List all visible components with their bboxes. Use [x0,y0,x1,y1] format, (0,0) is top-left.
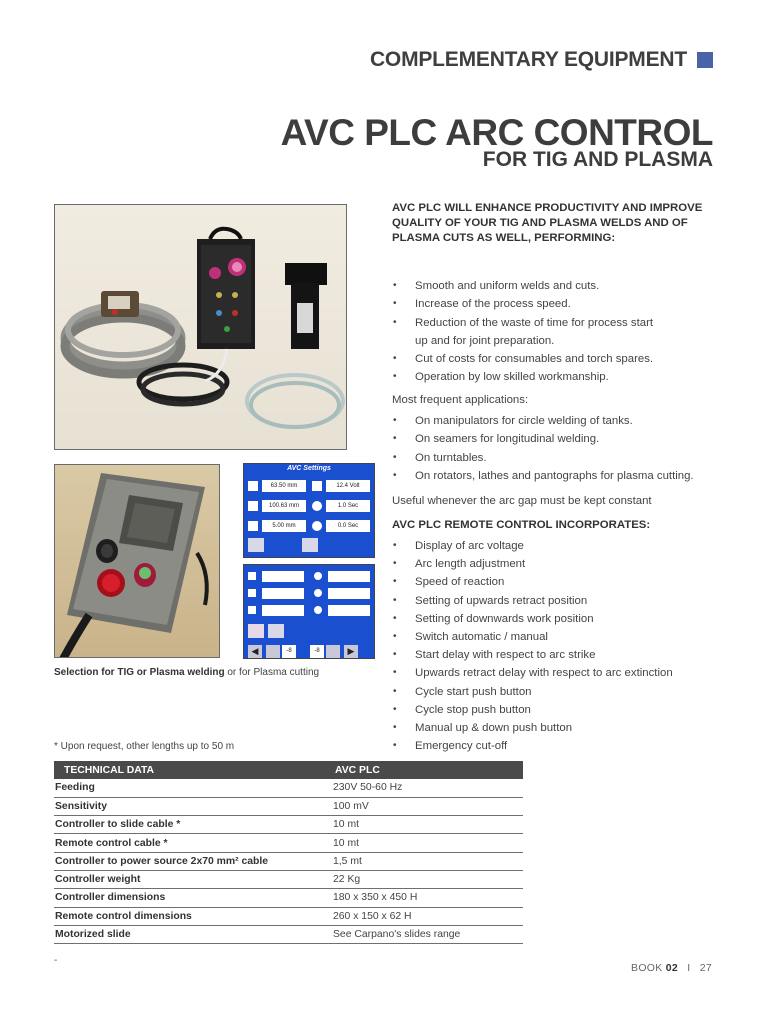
list-item: • Start delay with respect to arc strike [392,646,722,664]
book-label: BOOK [631,962,663,974]
screen-field: 1.0 Sec [326,500,370,512]
footer-dash: - [54,955,58,966]
product-photo [54,204,347,450]
timer-icon [312,501,322,511]
height-icon [248,501,258,511]
screen-field: 0.0 Sec [326,520,370,532]
table-cell-key: Remote control cable * [54,834,331,852]
list-item: • Setting of upwards retract position [392,592,722,610]
height-icon [248,481,258,491]
table-cell-value: 100 mV [331,797,523,815]
table-row [54,907,523,925]
table-row [54,852,523,870]
screen-field: 12.4 Volt [326,480,370,492]
table-row [54,797,523,815]
frequent-applications-title: Most frequent applications: [392,394,529,406]
gauge-icon [314,589,322,597]
list-item: • Reduction of the waste of time for process start [392,314,722,332]
arrow-left-icon[interactable]: ◀ [248,645,262,658]
caption-rest: or for Plasma cutting [224,667,320,678]
product-subtitle: FOR TIG AND PLASMA [482,148,713,171]
screen-field[interactable] [328,571,370,582]
list-item: • Smooth and uniform welds and cuts. [392,277,722,295]
list-item: • Display of arc voltage [392,537,722,555]
benefits-list [392,277,722,387]
mode-button[interactable] [248,624,264,638]
product-title: AVC PLC ARC CONTROL [280,112,713,153]
table-cell-value: 180 x 350 x 450 H [331,889,523,907]
list-item: • Setting of downwards work position [392,610,722,628]
list-item: • Arc length adjustment [392,555,722,573]
table-row [54,870,523,888]
table-row [54,889,523,907]
remote-controller-photo [54,464,220,658]
table-cell-value: 22 Kg [331,870,523,888]
list-item: • Manual up & down push button [392,719,722,737]
caption-bold: Selection for TIG or Plasma welding [54,667,225,678]
screen-field[interactable] [328,588,370,599]
intro-text: AVC PLC WILL ENHANCE PRODUCTIVITY AND IMPROVE QUALITY OF YOUR TIG AND PLASMA WELDS AND OF PLASMA CUTS AS WELL, PERFORMING: [392,202,703,244]
section-header [370,48,713,72]
screen-field[interactable] [262,571,304,582]
list-item: • Cycle start push button [392,683,722,701]
list-item: • Speed of reaction [392,573,722,591]
table-header-row [54,761,523,779]
list-item: • Cut of costs for consumables and torch spares. [392,350,722,368]
technical-data-table [54,761,523,944]
screen-field[interactable] [262,588,304,599]
list-item: • Increase of the process speed. [392,295,722,313]
list-item: • On seamers for longitudinal welding. [392,430,722,448]
table-cell-key: Controller dimensions [54,889,331,907]
remote-control-title: AVC PLC REMOTE CONTROL INCORPORATES: [392,519,651,531]
screen-field[interactable] [262,605,304,616]
screen-field: 63.50 mm [262,480,306,492]
list-item: • Emergency cut-off [392,737,722,755]
table-cell-value: 1,5 mt [331,852,523,870]
page-number: 27 [699,962,712,974]
table-row [54,925,523,943]
table-cell-value: See Carpano's slides range [331,925,523,943]
table-row [54,816,523,834]
table-cell-value: 230V 50-60 Hz [331,779,523,797]
config-button[interactable] [268,624,284,638]
accent-square-icon [697,52,713,68]
table-row [54,834,523,852]
table-cell-key: Sensitivity [54,797,331,815]
voltage-icon [312,481,322,491]
photo-caption [54,666,319,680]
page-footer [631,962,712,974]
table-cell-key: Controller to slide cable * [54,816,331,834]
list-item: • On turntables. [392,449,722,467]
book-number: 02 [665,962,679,974]
minus-button[interactable] [266,645,280,658]
avc-settings-screen [243,463,375,558]
arrow-right-icon[interactable]: ▶ [344,645,358,658]
slider-icon [248,606,256,614]
screen-value: -8 [282,645,296,658]
list-item: • On rotators, lathes and pantographs for plasma cutting. [392,467,722,485]
table-cell-key: Motorized slide [54,925,331,943]
table-cell-key: Controller to power source 2x70 mm² cable [54,852,331,870]
list-item: • Upwards retract delay with respect to arc extinction [392,664,722,682]
table-cell-value: 10 mt [331,834,523,852]
footnote: * Upon request, other lengths up to 50 m [54,741,235,752]
avc-plc-system-illustration [55,205,347,450]
screen-title: AVC Settings [287,465,331,472]
plus-button[interactable] [326,645,340,658]
list-item: • Operation by low skilled workmanship. [392,368,722,386]
torch-button[interactable] [302,538,318,552]
useful-note: Useful whenever the arc gap must be kept constant [392,495,652,507]
section-title: COMPLEMENTARY EQUIPMENT [369,48,687,71]
list-item: • On manipulators for circle welding of tanks. [392,412,722,430]
timer-icon [312,521,322,531]
back-button[interactable] [248,538,264,552]
table-cell-value: 260 x 150 x 62 H [331,907,523,925]
table-row [54,779,523,797]
screen-value: -8 [310,645,324,658]
screen-field: 5.00 mm [262,520,306,532]
table-cell-value: 10 mt [331,816,523,834]
remote-controller-illustration [55,465,220,658]
screen-field[interactable] [328,605,370,616]
list-item: • Cycle stop push button [392,701,722,719]
remote-features-list [392,537,722,755]
table-cell-key: Feeding [54,779,331,797]
table-cell-key: Controller weight [54,870,331,888]
gauge-icon [314,572,322,580]
slider-icon [248,589,256,597]
list-item: • Switch automatic / manual [392,628,722,646]
slider-icon [248,572,256,580]
table-header: AVC PLC [331,761,523,779]
gauge-icon [314,606,322,614]
table-header: TECHNICAL DATA [54,761,331,779]
table-cell-key: Remote control dimensions [54,907,331,925]
manual-control-screen [243,564,375,659]
list-item-continuation: up and for joint preparation. [415,334,555,347]
frequent-applications-list [392,412,722,485]
screen-field: 100.63 mm [262,500,306,512]
height-icon [248,521,258,531]
footer-separator: I [687,962,691,974]
